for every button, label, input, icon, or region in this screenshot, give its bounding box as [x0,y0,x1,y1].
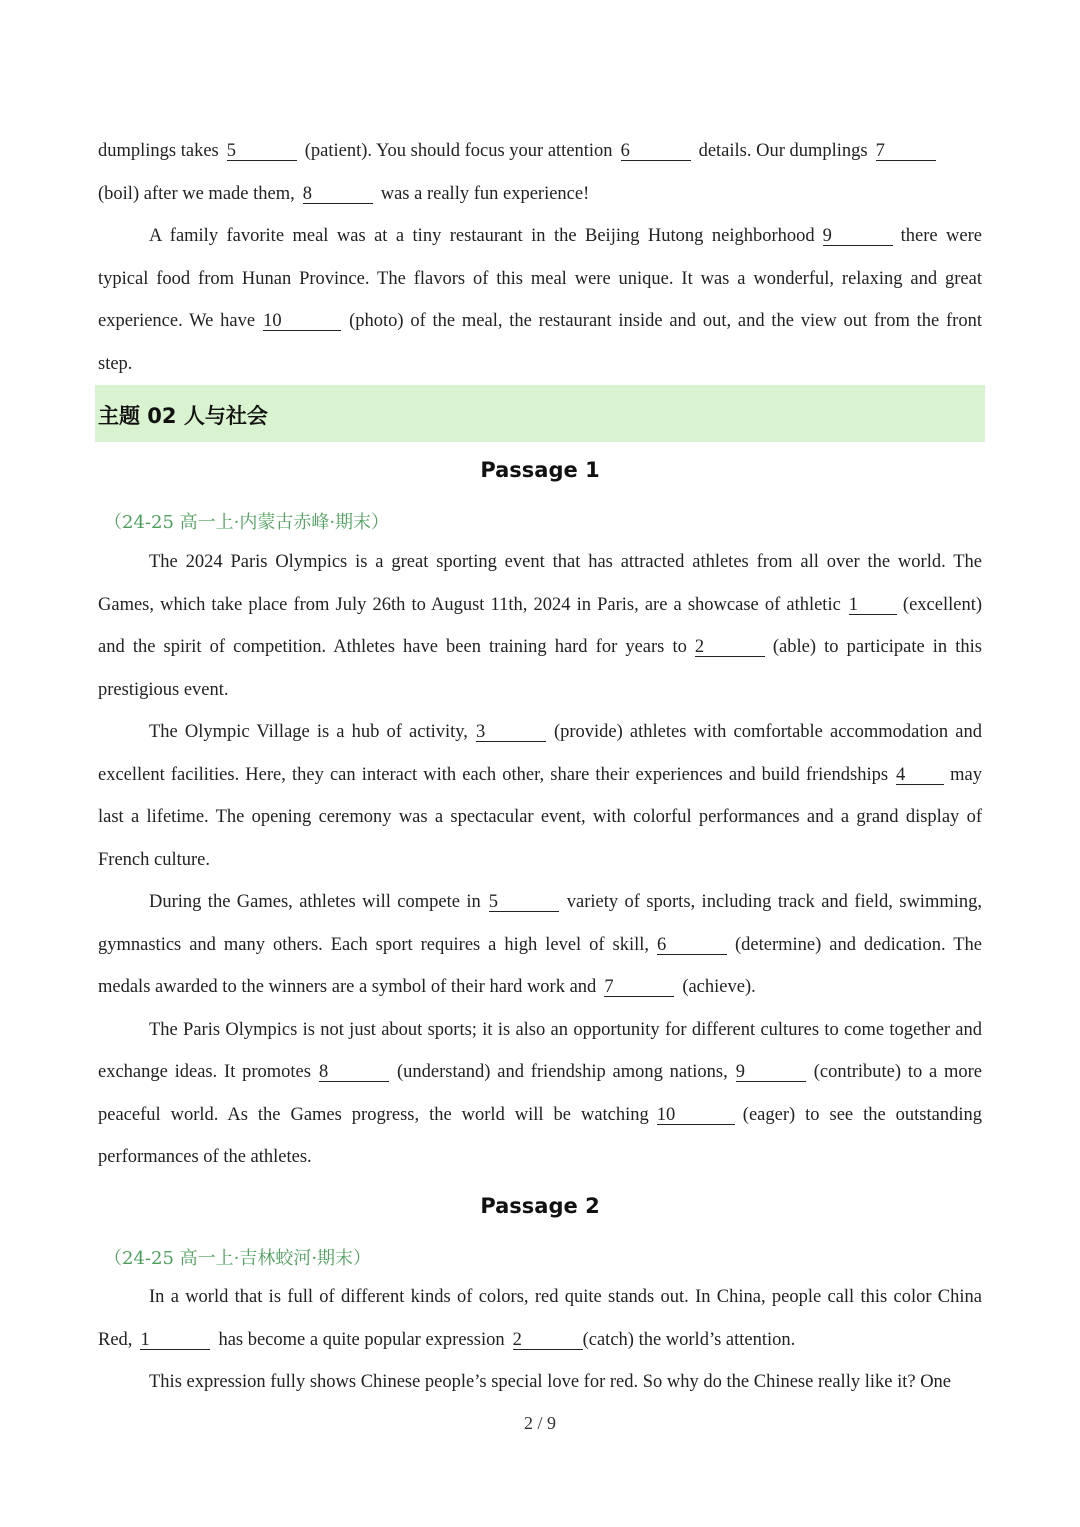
paragraph [98,1009,982,1179]
text: (understand) and friendship among nations, [396,1062,728,1082]
answer-blank[interactable]: 5 [489,893,559,912]
answer-blank[interactable]: 8 [303,185,373,204]
answer-blank[interactable]: 9 [736,1063,806,1082]
answer-blank[interactable]: 7 [604,978,674,997]
text: The 2024 Paris Olympics is a great sporting event that has attracted athletes from all over the world. The Games, which take place from July 26th to August 11th, 2024 in Paris, are a showcase of athletic [98,552,982,615]
text: The Paris Olympics is not just about sports; it is also an opportunity for different cultures to come together and exchange ideas. It promotes [98,1019,982,1082]
text: was a really fun experience! [380,183,590,204]
answer-blank[interactable]: 10 [263,312,341,331]
theme-title: 主题 02 人与社会 [98,404,268,428]
text: In a world that is full of different kinds of colors, red quite stands out. In China, people call this color China Red, [98,1287,982,1350]
passage-1-title: Passage 1 [480,458,600,482]
text: may last a lifetime. The opening ceremony was a spectacular event, with colorful performances and a grand display of French culture. [98,764,982,870]
paragraph [98,130,982,215]
text: details. Our dumplings [698,141,868,161]
text: (contribute) to a more peaceful world. As the Games progress, the world will be watching [98,1062,982,1125]
answer-blank[interactable]: 5 [227,142,297,161]
text: (photo) of the meal, the restaurant inside and out, and the view out from the front step. [98,311,982,374]
answer-blank[interactable]: 10 [657,1106,735,1125]
page-number: 2 / 9 [523,1413,556,1433]
text: (catch) the world’s attention. [582,1329,796,1350]
answer-blank[interactable]: 1 [140,1331,210,1350]
paragraph [98,711,982,881]
text: (eager) to see the outstanding performances of the athletes. [98,1104,982,1167]
paragraph [98,881,982,1009]
answer-blank[interactable]: 2 [513,1331,583,1350]
paragraph [98,1276,982,1361]
text: This expression fully shows Chinese people’s special love for red. So why do the Chinese really like it? One [149,1372,952,1392]
text: (excellent) and the spirit of competition. Athletes have been training hard for years to [98,594,982,657]
text: (achieve). [682,977,756,997]
text: there were typical food from Hunan Province. The flavors of this meal were unique. It was a wonderful, relaxing and great experience. We have [98,226,982,331]
answer-blank[interactable]: 7 [876,142,936,161]
text: (boil) after we made them, [98,183,295,204]
paragraph [98,1361,982,1404]
passage-2-title: Passage 2 [480,1194,600,1218]
text: variety of sports, including track and field, swimming, gymnastics and many others. Each sport requires a high level of skill, [98,892,982,955]
answer-blank[interactable]: 6 [657,936,727,955]
answer-blank[interactable]: 6 [621,142,691,161]
text: (provide) athletes with comfortable accommodation and excellent facilities. Here, they can interact with each other, share their experiences and build friendships [98,722,982,785]
text: (patient). You should focus your attention [304,141,613,161]
paragraph [98,215,982,385]
passage-2-body [98,1276,982,1404]
text: The Olympic Village is a hub of activity, [149,722,468,742]
answer-blank[interactable]: 8 [319,1063,389,1082]
text: A family favorite meal was at a tiny restaurant in the Beijing Hutong neighborhood [149,226,815,246]
text: (able) to participate in this prestigious event. [98,637,982,700]
passage-1-source: （24-25 高一上·内蒙古赤峰·期末） [104,512,390,533]
continued-passage [98,130,982,385]
passage-1-body [98,541,982,1179]
answer-blank[interactable]: 1 [849,596,897,615]
text: (determine) and dedication. The medals awarded to the winners are a symbol of their hard work and [98,934,982,997]
answer-blank[interactable]: 9 [823,227,893,246]
answer-blank[interactable]: 3 [476,723,546,742]
text: has become a quite popular expression [218,1329,505,1350]
answer-blank[interactable]: 4 [896,766,944,785]
text: dumplings takes [98,141,219,161]
passage-2-source: （24-25 高一上·吉林蛟河·期末） [104,1248,372,1269]
answer-blank[interactable]: 2 [695,638,765,657]
text: During the Games, athletes will compete in [149,892,481,912]
paragraph [98,541,982,711]
